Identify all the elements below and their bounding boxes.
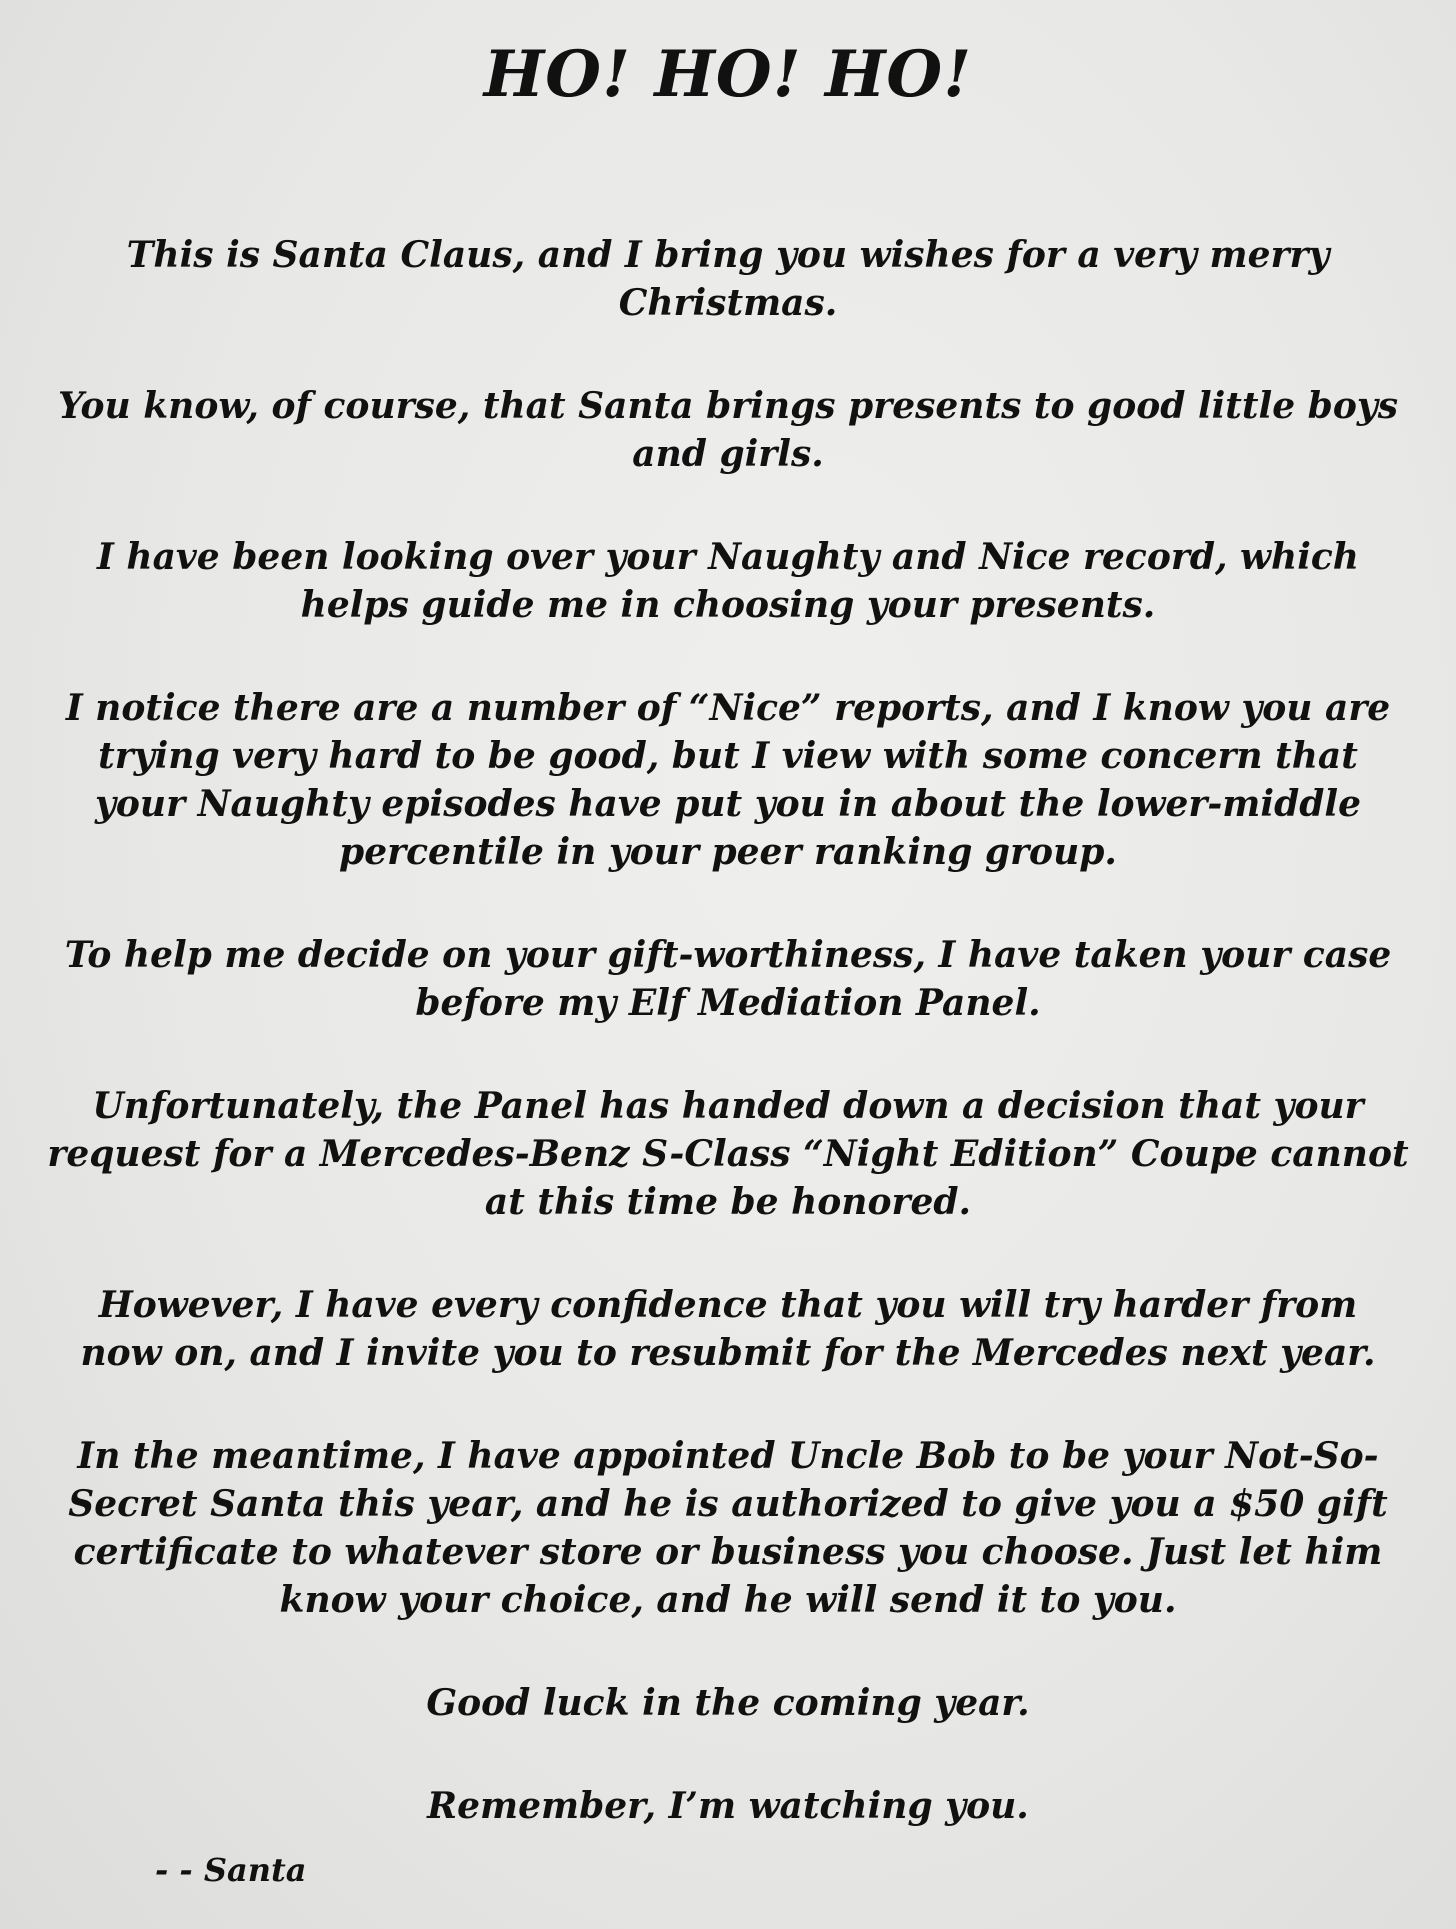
paragraph-line: I notice there are a number of “Nice” reports, and I know you are [65,687,1391,729]
paragraph-watching [40,1782,1416,1830]
paragraph-line: Good luck in the coming year. [426,1682,1030,1724]
paragraph-decision [40,1082,1416,1226]
paragraph-presents [40,382,1416,478]
letter-body [40,231,1416,1885]
paragraph-line: This is Santa Claus, and I bring you wishes for a very merry [126,234,1330,276]
paragraph-line: trying very hard to be good, but I view with some concern that [98,735,1358,777]
paragraph-line: However, I have every confidence that you will try harder from [98,1284,1358,1326]
paragraph-line: at this time be honored. [484,1181,972,1223]
paragraph-line: In the meantime, I have appointed Uncle Bob to be your Not-So- [77,1435,1379,1477]
paragraph-line: Remember, I’m watching you. [427,1785,1029,1827]
signature: - - Santa [155,1851,307,1889]
paragraph-line: Unfortunately, the Panel has handed down a decision that your [92,1085,1364,1127]
paragraph-line: helps guide me in choosing your presents. [300,584,1156,626]
paragraph-ranking [40,684,1416,876]
paragraph-line: certificate to whatever store or business you choose. Just let him [73,1531,1383,1573]
paragraph-line: and girls. [632,433,824,475]
paragraph-mediation [40,931,1416,1027]
paragraph-line: percentile in your peer ranking group. [339,831,1117,873]
paragraph-resubmit [40,1281,1416,1377]
paragraph-line: request for a Mercedes-Benz S-Class “Night Edition” Coupe cannot [47,1133,1409,1175]
letter-title: HO! HO! HO! [483,37,973,112]
paragraph-line: before my Elf Mediation Panel. [415,982,1041,1024]
paragraph-line: Christmas. [618,282,838,324]
paragraph-gift-certificate [40,1432,1416,1624]
paragraph-line: now on, and I invite you to resubmit for the Mercedes next year. [80,1332,1376,1374]
paragraph-good-luck [40,1679,1416,1727]
paragraph-greeting [40,231,1416,327]
paragraph-line: Secret Santa this year, and he is authorized to give you a $50 gift [68,1483,1388,1525]
paragraph-line: I have been looking over your Naughty and Nice record, which [97,536,1359,578]
paragraph-line: know your choice, and he will send it to you. [279,1579,1177,1621]
paragraph-line: You know, of course, that Santa brings presents to good little boys [57,385,1399,427]
paragraph-line: To help me decide on your gift-worthiness, I have taken your case [64,934,1392,976]
paragraph-record [40,533,1416,629]
paragraph-line: your Naughty episodes have put you in about the lower-middle [95,783,1361,825]
